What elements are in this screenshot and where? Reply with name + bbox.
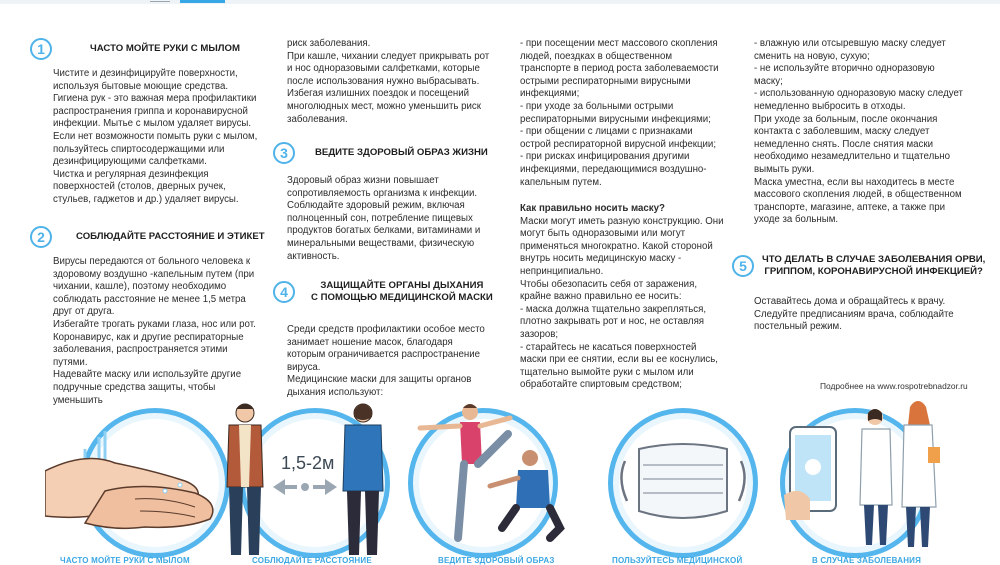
col3-q1: Маски могут иметь разную конструкцию. Они могут быть одноразовыми или могут применяться многократно. Какой стороной внутрь носить медицинскую маску - непринципиально.: [520, 215, 724, 277]
handwashing-illustration: [80, 408, 230, 558]
section-2-p2: Избегайте трогать руками глаза, нос или рот. Коронавирус, как и другие респираторные заболевания, распространяется этими путями.: [53, 318, 256, 368]
section-5-title: [762, 254, 985, 278]
distance-label: 1,5-2м: [281, 453, 335, 473]
col3-b2: - при уходе за больными острыми респираторными вирусными инфекциями;: [520, 100, 711, 125]
section-1-number: 1: [30, 38, 52, 60]
col3-q3: - маска должна тщательно закрепляться, плотно закрывать рот и нос, не оставляя зазоров;: [520, 303, 707, 340]
section-2-title: СОБЛЮДАЙТЕ РАССТОЯНИЕ И ЭТИКЕТ: [76, 231, 265, 242]
caption-illness: В СЛУЧАЕ ЗАБОЛЕВАНИЯ: [812, 556, 922, 565]
col3-b4: - при рисках инфицирования другими инфекциями, передающимися воздушно-капельным путем.: [520, 151, 707, 188]
mask-illustration: [608, 408, 758, 558]
section-2-body: [53, 256, 263, 407]
col4-p2: - не используйте вторично одноразовую маску;: [754, 63, 935, 87]
header-accent-bar: [180, 0, 225, 3]
section-1-title: ЧАСТО МОЙТЕ РУКИ С МЫЛОМ: [90, 43, 240, 54]
section-3-heading: [273, 142, 488, 164]
column-3: [520, 38, 725, 189]
caption-distance: СОБЛЮДАЙТЕ РАССТОЯНИЕ: [252, 556, 372, 565]
col3-q2: Чтобы обезопасить себя от заражения, крайне важно правильно ее носить:: [520, 278, 698, 303]
two-people-icon: [215, 395, 385, 563]
section-2-p3: Надевайте маску или используйте другие подручные средства защиты, чтобы уменьшить: [53, 369, 242, 406]
source-link-text: Подробнее на www.rospotrebnadzor.ru: [820, 381, 968, 391]
section-3-title: ВЕДИТЕ ЗДОРОВЫЙ ОБРАЗ ЖИЗНИ: [315, 147, 488, 158]
section-3-p1: Здоровый образ жизни повышает сопротивляемость организма к инфекции. Соблюдайте здоровый режим, включая полноценный сон, потребление пищевых продуктов богатых белками, витаминами и минеральными веществами, физическую активность.: [287, 175, 481, 262]
section-2-number: 2: [30, 226, 52, 248]
mask-question-title: Как правильно носить маску?: [520, 203, 665, 214]
section-5-title-line1: ЧТО ДЕЛАТЬ В СЛУЧАЕ ЗАБОЛЕВАНИЯ ОРВИ,: [762, 254, 986, 265]
section-3-body: [287, 175, 492, 263]
col2-p2: При кашле, чихании следует прикрывать рот и нос одноразовыми салфетками, которые после использования нужно выбрасывать.: [287, 50, 490, 87]
exercising-people-icon: [410, 398, 570, 558]
section-5-title-line2: ГРИППОМ, КОРОНАВИРУСНОЙ ИНФЕКЦИЕЙ?: [764, 266, 983, 277]
col2-p3: Избегая излишних поездок и посещений многолюдных мест, можно уменьшить риск заболевания.: [287, 88, 482, 125]
section-2-p1: Вирусы передаются от больного человека к здоровому воздушно -капельным путем (при чихании, кашле), поэтому необходимо соблюдать расстояние не менее 1,5 метра друг от друга.: [53, 256, 255, 318]
caption-mask: ПОЛЬЗУЙТЕСЬ МЕДИЦИНСКОЙ: [612, 556, 743, 565]
section-4-title-line2: С ПОМОЩЬЮ МЕДИЦИНСКОЙ МАСКИ: [311, 292, 493, 303]
top-strip: [0, 0, 1000, 4]
section-2-heading: [30, 226, 265, 248]
section-4-title: [311, 280, 493, 304]
section-4-heading: [273, 280, 493, 304]
section-5-heading: [732, 254, 985, 278]
medical-mask-icon: [617, 439, 749, 529]
col4-p5: Маска уместна, если вы находитесь в месте массового скопления людей, в общественном транспорте, магазине, аптеке, а также при уходе за больным.: [754, 176, 962, 226]
section-5-body: [754, 296, 966, 334]
col3-b1: - при посещении мест массового скопления людей, поездках в общественном транспорте в период роста заболеваемости острыми респираторными вирусными инфекциями;: [520, 38, 719, 100]
caption-handwashing: ЧАСТО МОЙТЕ РУКИ С МЫЛОМ: [60, 556, 190, 565]
section-1-body: [53, 68, 263, 207]
section-5-p1: Оставайтесь дома и обращайтесь к врачу. Следуйте предписаниям врача, соблюдайте постельный режим.: [754, 296, 954, 333]
section-5-number: 5: [732, 255, 754, 277]
section-1-p3: Чистка и регулярная дезинфекция поверхностей (столов, дверных ручек, стульев, гаджетов и др.) удаляет вирусы.: [53, 168, 239, 205]
col4-p4: При уходе за больным, после окончания контакта с заболевшим, маску следует немедленно снять. После снятия маски необходимо незамедлительно и тщательно вымыть руки.: [754, 113, 951, 175]
col2-p1: риск заболевания.: [287, 38, 371, 49]
section-3-number: 3: [273, 142, 295, 164]
section-4-p2: Медицинские маски для защиты органов дыхания используют:: [287, 374, 472, 398]
section-1-p2: Гигиена рук - это важная мера профилактики распространения гриппа и коронавирусной инфекции. Мытье с мылом удаляет вирусы. Если нет возможности помыть руки с мылом, пользуйтесь спиртосодержащими или дезинфицирующими салфетками.: [53, 93, 258, 168]
col4-p3: - использованную одноразовую маску следует немедленно выбросить в отходы.: [754, 88, 963, 112]
column-4: [754, 38, 966, 227]
section-4-title-line1: ЗАЩИЩАЙТЕ ОРГАНЫ ДЫХАНИЯ: [320, 280, 484, 291]
header-dash: [150, 1, 170, 2]
column-2-continuation: [287, 38, 492, 126]
col3-q4: - старайтесь не касаться поверхностей маски при ее снятии, если вы ее коснулись, тщательно вымойте руки с мылом или обработайте спиртовым средством;: [520, 341, 718, 391]
section-1-heading: [30, 38, 240, 60]
mask-how-to: [520, 203, 725, 392]
caption-lifestyle: ВЕДИТЕ ЗДОРОВЫЙ ОБРАЗ: [438, 556, 555, 565]
section-4-number: 4: [273, 281, 295, 303]
col4-p1: - влажную или отсыревшую маску следует сменить на новую, сухую;: [754, 38, 946, 62]
section-4-body: [287, 324, 492, 400]
section-1-p1: Чистите и дезинфицируйте поверхности, используя бытовые моющие средства.: [53, 68, 238, 92]
section-4-p1: Среди средств профилактики особое место занимает ношение масок, благодаря которым ограничивается распространение вируса.: [287, 324, 485, 373]
doctors-phone-icon: [780, 395, 950, 560]
col3-b3: - при общении с лицами с признаками острой респираторной вирусной инфекции;: [520, 126, 717, 150]
